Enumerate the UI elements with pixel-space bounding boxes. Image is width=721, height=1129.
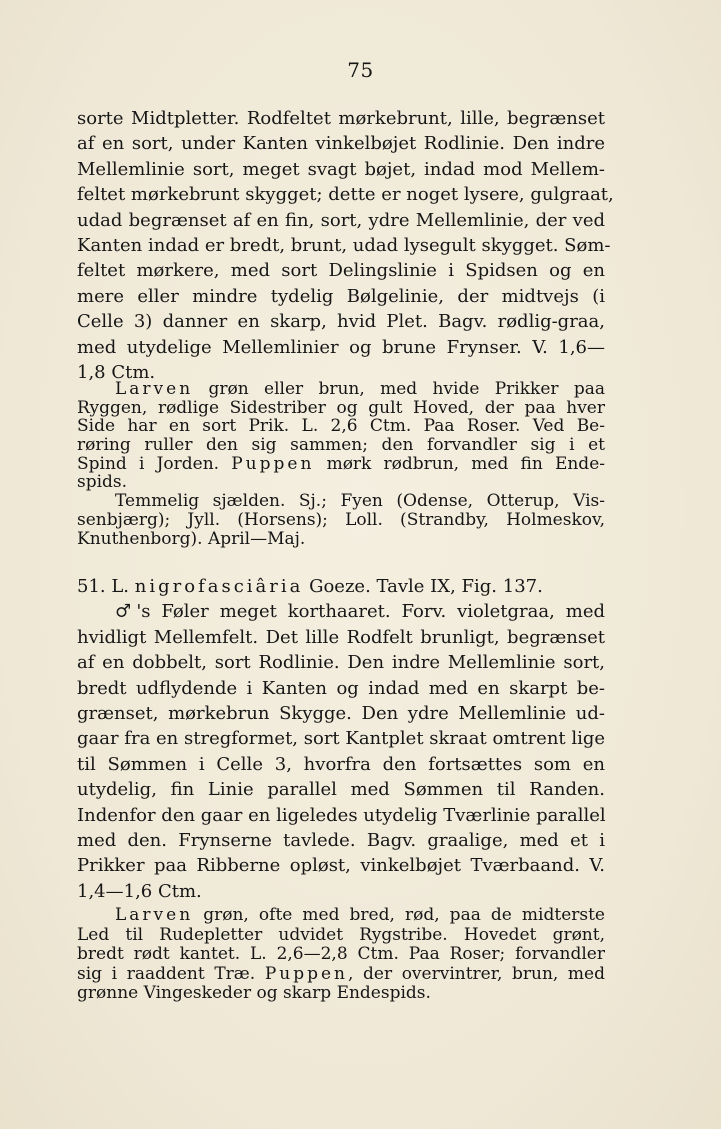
text-line: utydelig, fin Linie parallel med Sømmen til Randen. bbox=[77, 779, 605, 801]
larva-word: Larven bbox=[115, 905, 194, 925]
text-line: feltet mørkebrunt skygget; dette er noget lysere, gulgraat, bbox=[77, 184, 614, 206]
text-line: sorte Midtpletter. Rodfeltet mørkebrunt, lille, begrænset bbox=[77, 108, 605, 129]
text-line: Larven grøn, ofte med bred, rød, paa de midterste bbox=[115, 905, 605, 925]
text-line: Side har en sort Prik. L. 2,6 Ctm. Paa Roser. Ved Be- bbox=[77, 416, 605, 437]
text-line: Prikker paa Ribberne opløst, vinkelbøjet Tværbaand. V. bbox=[77, 855, 605, 877]
text-line: af en dobbelt, sort Rodlinie. Den indre Mellemlinie sort, bbox=[77, 652, 605, 674]
pupa-word: Puppen bbox=[231, 453, 315, 474]
text-line: bredt rødt kantet. L. 2,6—2,8 Ctm. Paa Roser; forvandler bbox=[77, 944, 605, 964]
text-line: spids. bbox=[77, 472, 128, 493]
species-name: nigrofasciâria bbox=[134, 576, 304, 597]
text-line: ♂'s Føler meget korthaaret. Forv. violetgraa, med bbox=[115, 601, 605, 623]
text-line: 1,8 Ctm. bbox=[77, 361, 156, 383]
text-line: røring ruller den sig sammen; den forvandler sig i et bbox=[77, 435, 605, 456]
species-entry bbox=[77, 574, 605, 904]
pupa-word: Puppen bbox=[264, 963, 348, 984]
occurrence-line: senbjærg); Jyll. (Horsens); Loll. (Strandby, Holmeskov, bbox=[77, 509, 605, 530]
text-line: Mellemlinie sort, meget svagt bøjet, indad mod Mellem- bbox=[77, 158, 605, 180]
occurrence-line: Temmelig sjælden. Sj.; Fyen (Odense, Otterup, Vis- bbox=[115, 491, 605, 512]
text-line: grænset, mørkebrun Skygge. Den ydre Mellemlinie ud- bbox=[77, 702, 605, 724]
larva-paragraph bbox=[77, 906, 605, 1004]
text-line: Kanten indad er bredt, brunt, udad lysegult skygget. Søm- bbox=[77, 234, 611, 256]
text-line: Larven grøn eller brun, med hvide Prikker paa bbox=[115, 379, 605, 399]
text-line: med den. Frynserne tavlede. Bagv. graalige, med et i bbox=[77, 829, 605, 851]
text-line: udad begrænset af en fin, sort, ydre Mellemlinie, der ved bbox=[77, 209, 605, 231]
text-line: 1,4—1,6 Ctm. bbox=[77, 880, 202, 902]
text-line: grønne Vingeskeder og skarp Endespids. bbox=[77, 983, 431, 1003]
text-line: Led til Rudepletter udvidet Rygstribe. Hovedet grønt, bbox=[77, 924, 605, 945]
species-heading: 51. L. nigrofasciâria Goeze. Tavle IX, Fig. 137. bbox=[77, 576, 543, 597]
page-number: 75 bbox=[347, 58, 374, 82]
occurrence-line: Knuthenborg). April—Maj. bbox=[77, 528, 306, 549]
text-line: Ryggen, rødlige Sidestriber og gult Hoved, der paa hver bbox=[77, 397, 605, 418]
text-line: bredt udflydende i Kanten og indad med en skarpt be- bbox=[77, 677, 605, 699]
larva-paragraph bbox=[77, 380, 605, 548]
text-line: med utydelige Mellemlinier og brune Frynser. V. 1,6— bbox=[77, 336, 605, 358]
text-line: hvidligt Mellemfelt. Det lille Rodfelt brunligt, begrænset bbox=[77, 626, 605, 648]
text-line: feltet mørkere, med sort Delingslinie i Spidsen og en bbox=[77, 260, 605, 282]
text-line: mere eller mindre tydelig Bølgelinie, der midtvejs (i bbox=[77, 285, 605, 307]
text-line: sig i raaddent Træ. Puppen, der overvintrer, brun, med bbox=[77, 963, 605, 984]
text-line: gaar fra en stregformet, sort Kantplet skraat omtrent lige bbox=[77, 728, 606, 750]
larva-word: Larven bbox=[115, 379, 194, 399]
text-line: til Sømmen i Celle 3, hvorfra den fortsættes som en bbox=[77, 753, 605, 775]
text-line: Indenfor den gaar en ligeledes utydelig Tværlinie parallel bbox=[77, 804, 606, 826]
text-line: af en sort, under Kanten vinkelbøjet Rodlinie. Den indre bbox=[77, 133, 605, 155]
text-line: Celle 3) danner en skarp, hvid Plet. Bagv. rødlig-graa, bbox=[77, 311, 605, 333]
text-line: Spind i Jorden. Puppen mørk rødbrun, med fin Ende- bbox=[77, 453, 605, 474]
description-paragraph bbox=[77, 106, 614, 385]
